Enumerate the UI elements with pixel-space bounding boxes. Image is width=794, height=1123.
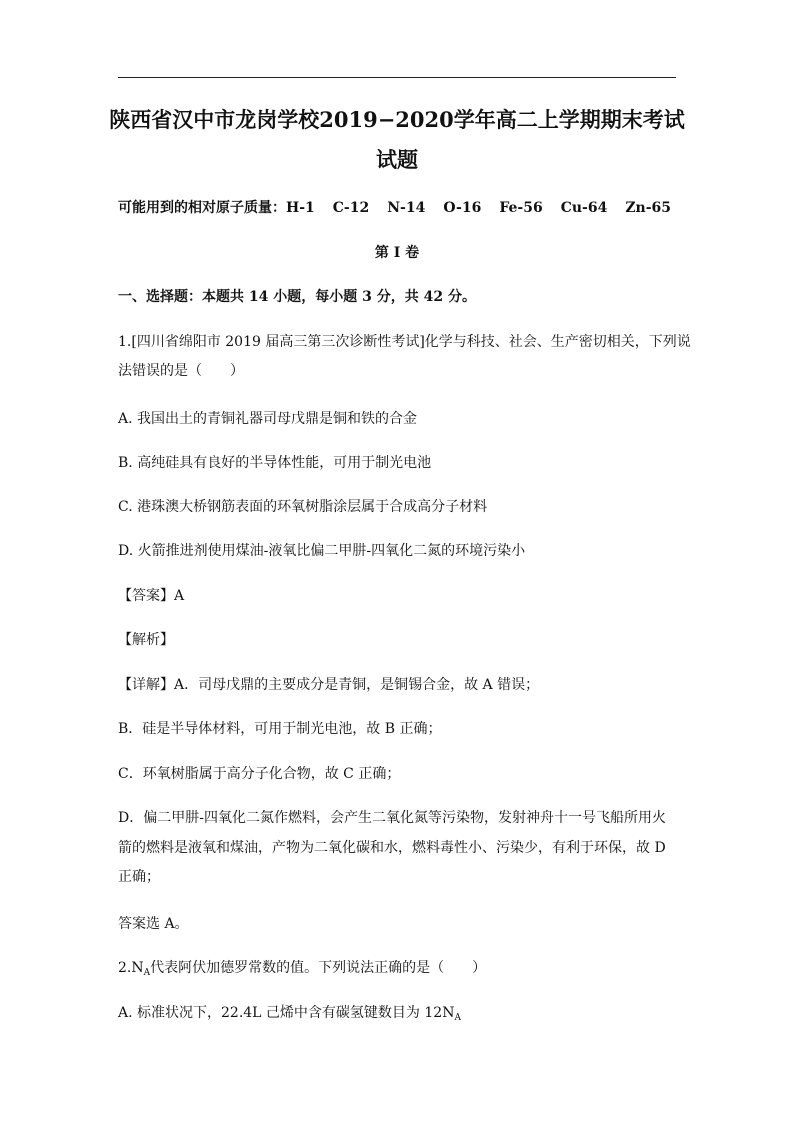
detail-line: 正确； — [118, 869, 160, 885]
question-2-number: 2.N — [118, 960, 144, 976]
atomic-mass-item: Fe-56 — [499, 200, 543, 216]
atomic-mass-item: C-12 — [332, 200, 370, 216]
conclusion: 答案选 A。 — [118, 916, 189, 932]
question-2-subscript: A — [143, 968, 151, 978]
header-rule — [118, 77, 676, 78]
atomic-mass-item: H-1 — [286, 200, 315, 216]
atomic-masses — [118, 197, 690, 219]
detail-line: B．硅是半导体材料，可用于制光电池，故 B 正确； — [118, 721, 442, 737]
analysis-label: 【解析】 — [118, 632, 174, 648]
atomic-mass-item: O-16 — [443, 200, 482, 216]
question-2-option-a-subscript: A — [454, 1013, 461, 1023]
question-2-stem-text: 代表阿伏加德罗常数的值。下列说法正确的是（ ） — [150, 960, 487, 976]
question-1-option-d: D. 火箭推进剂使用煤油-液氧比偏二甲肼-四氧化二氮的环境污染小 — [118, 543, 526, 559]
question-1-option-a: A. 我国出土的青铜礼器司母戊鼎是铜和铁的合金 — [118, 411, 418, 427]
section-heading: 一、选择题：本题共 14 小题，每小题 3 分，共 42 分。 — [118, 289, 476, 305]
document-title: 陕西省汉中市龙岗学校2019−2020学年高二上学期期末考试 — [109, 107, 685, 132]
question-2-option-a-text: A. 标准状况下，22.4L 己烯中含有碳氢键数目为 12N — [118, 1005, 455, 1021]
question-1-option-b: B. 高纯硅具有良好的半导体性能，可用于制光电池 — [118, 455, 432, 471]
question-1-stem: 1.[四川省绵阳市 2019 届高三第三次诊断性考试]化学与科技、社会、生产密切相关，下列说 — [118, 334, 691, 350]
atomic-masses-label: 可能用到的相对原子质量： — [118, 200, 286, 216]
volume-label: 第 I 卷 — [374, 245, 420, 261]
detail-line: 箭的燃料是液氧和煤油，产物为二氧化碳和水，燃料毒性小、污染少，有利于环保，故 D — [118, 840, 666, 856]
detail-line: 【详解】A．司母戊鼎的主要成分是青铜，是铜锡合金，故 A 错误； — [118, 677, 540, 693]
question-2-stem — [118, 957, 690, 984]
question-1-option-c: C. 港珠澳大桥钢筋表面的环氧树脂涂层属于合成高分子材料 — [118, 499, 488, 515]
answer-label: 【答案】A — [118, 588, 185, 604]
atomic-mass-item: N-14 — [387, 200, 426, 216]
detail-line: C．环氧树脂属于高分子化合物，故 C 正确； — [118, 766, 401, 782]
atomic-mass-item: Cu-64 — [560, 200, 608, 216]
document-title-continued: 试题 — [376, 147, 418, 172]
detail-line: D．偏二甲肼-四氧化二氮作燃料，会产生二氧化氮等污染物，发射神舟十一号飞船所用火 — [118, 810, 666, 826]
atomic-mass-item: Zn-65 — [625, 200, 672, 216]
question-1-stem-continued: 法错误的是（ ） — [118, 363, 244, 379]
question-2-option-a — [118, 1002, 690, 1029]
